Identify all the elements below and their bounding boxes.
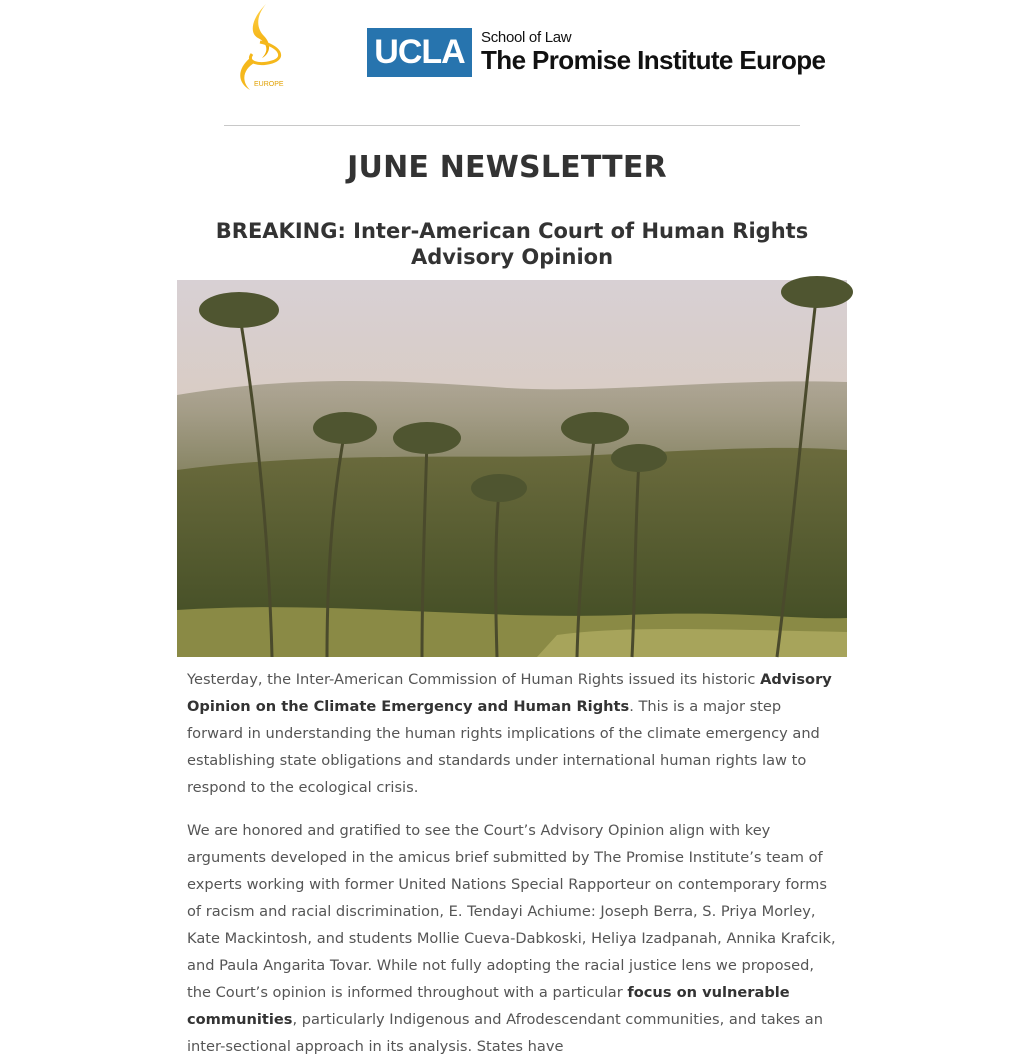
p1-text-a: Yesterday, the Inter-American Commission of Human Rights issued its historic <box>187 671 761 688</box>
p2-text-a: We are honored and gratified to see the Court’s Advisory Opinion align with key arguments developed in the amicus brief submitted by The Promise Institute’s team of experts working with former United Nations Special Rapporteur on contemporary forms of racism and racial discrimination, E. Tendayi Achiume: Joseph Berra, S. Priya Morley, Kate Mackintosh, and students Mollie Cueva-Dabkoski, Heliya Izadpanah, Annika Krafcik, and Paula Angarita Tovar. While not fully adopting the racial justice lens we proposed, the Court’s opinion is informed throughout with a particular <box>187 822 836 1001</box>
school-of-law-label: School of Law <box>481 29 572 46</box>
p1-text-b: . This is a major step forward in understanding the human rights implications of the climate emergency and establishing state obligations and standards under international human rights law to respond to the ecological crisis. <box>187 698 820 796</box>
p2-text-b: , particularly Indigenous and Afrodescendant communities, and takes an inter-sectional approach in its analysis. States have <box>187 1011 823 1055</box>
header-divider <box>224 125 800 126</box>
ucla-wordmark: UCLA <box>367 28 472 77</box>
article-paragraph-2 <box>187 817 839 1060</box>
ucla-promise-logo <box>367 27 837 79</box>
newsletter-header <box>0 0 1024 110</box>
p2-bold-phrase: focus on vulnerable communities <box>187 984 790 1028</box>
p1-bold-link: Advisory Opinion on the Climate Emergency and Human Rights <box>187 671 832 715</box>
hero-image-palm-landscape <box>177 280 847 657</box>
article-paragraph-1 <box>187 666 839 801</box>
newsletter-title: JUNE NEWSLETTER <box>347 150 667 185</box>
article-headline: BREAKING: Inter-American Court of Human Rights Advisory Opinion <box>215 219 809 269</box>
promise-flame-logo <box>226 2 298 94</box>
institute-name: The Promise Institute Europe <box>481 45 826 75</box>
flame-logo-caption: EUROPE <box>254 81 284 88</box>
